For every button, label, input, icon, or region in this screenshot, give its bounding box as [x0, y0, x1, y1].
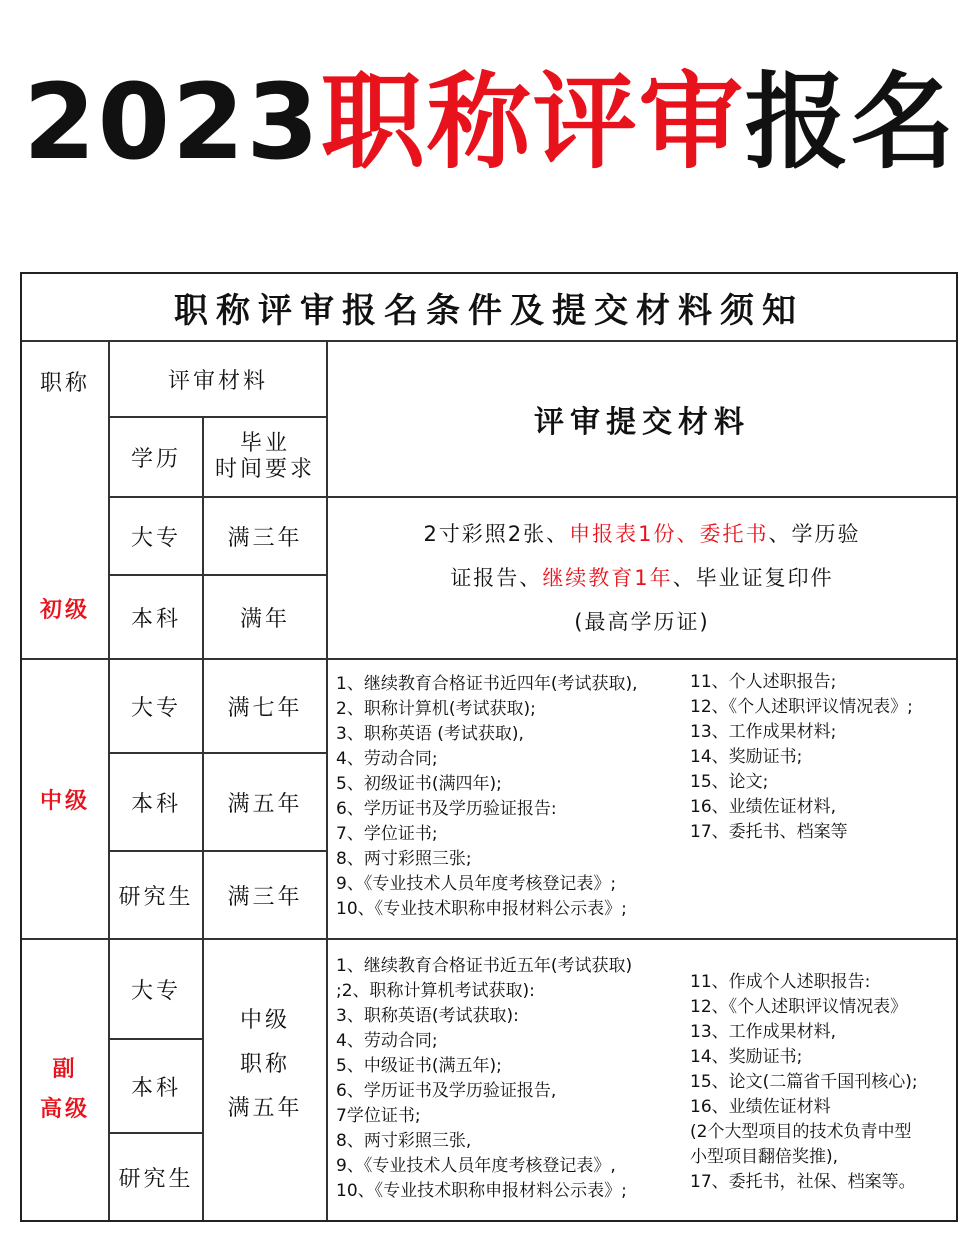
list-item: 4、劳动合同;	[336, 749, 438, 769]
list-item: 7学位证书;	[336, 1106, 421, 1126]
level-intermediate: 中级	[39, 788, 90, 814]
intermediate-materials-right	[690, 670, 913, 845]
materials-text: 、毕业证复印件	[672, 566, 834, 590]
banner-red-text: 职称评审	[320, 61, 745, 183]
header-graduation-line2: 时间要求	[214, 457, 315, 482]
list-item: 4、劳动合同;	[336, 1031, 438, 1051]
banner-year: 2023	[23, 61, 321, 183]
requirements-table	[20, 272, 958, 1222]
list-item: 6、学历证书及学历验证报告,	[336, 1081, 557, 1101]
list-item: 2、职称计算机(考试获取);	[336, 699, 536, 719]
intermediate-years-benke: 满五年	[227, 791, 303, 817]
junior-materials	[328, 498, 956, 658]
list-item: 13、工作成果材料;	[690, 722, 837, 742]
junior-materials-line2	[450, 556, 833, 600]
intermediate-education-benke: 本科	[130, 791, 181, 817]
list-item: 5、初级证书(满四年);	[336, 774, 502, 794]
level-deputy-senior	[22, 940, 108, 1220]
senior-years-line3: 满五年	[227, 1096, 303, 1121]
list-item: 8、两寸彩照三张,	[336, 1131, 472, 1151]
senior-education-dazhuan: 大专	[130, 978, 181, 1004]
header-review-materials: 评审材料	[167, 368, 268, 394]
intermediate-education-yanjiusheng: 研究生	[118, 884, 194, 910]
list-item: 1、继续教育合格证书近四年(考试获取),	[336, 674, 638, 694]
list-item: 9、《专业技术人员年度考核登记表》;	[336, 874, 617, 894]
list-item: ;2、职称计算机考试获取):	[336, 981, 535, 1001]
list-item: 12、《个人述职评议情况表》	[690, 997, 908, 1017]
junior-materials-line3: (最高学历证)	[574, 610, 710, 634]
banner-title	[0, 62, 980, 182]
list-item: 17、委托书、档案等	[690, 822, 848, 842]
header-graduation-time	[204, 418, 326, 496]
senior-years-requirement	[204, 940, 326, 1220]
list-item: 3、职称英语(考试获取):	[336, 1006, 519, 1026]
list-item: (2个大型项目的技术负青中型	[690, 1122, 912, 1142]
list-item: 11、个人述职报告;	[690, 672, 837, 692]
junior-materials-line1	[423, 512, 860, 556]
junior-education-benke: 本科	[130, 606, 181, 632]
senior-years-line2: 职称	[239, 1052, 290, 1077]
list-item: 15、论文;	[690, 772, 769, 792]
materials-highlight: 继续教育1年	[542, 566, 673, 590]
list-item: 5、中级证书(满五年);	[336, 1056, 502, 1076]
list-item: 11、作成个人述职报告:	[690, 972, 871, 992]
list-item: 6、学历证书及学历验证报告:	[336, 799, 557, 819]
materials-highlight: 申报表1份、委托书	[569, 522, 769, 546]
list-item: 13、工作成果材料,	[690, 1022, 837, 1042]
list-item: 8、两寸彩照三张;	[336, 849, 472, 869]
list-item: 10、《专业技术职称申报材料公示表》;	[336, 1181, 627, 1201]
junior-years-benke: 满年	[239, 606, 290, 632]
junior-years-dazhuan: 满三年	[227, 525, 303, 551]
header-education: 学历	[130, 446, 181, 472]
list-item: 14、奖励证书;	[690, 747, 803, 767]
list-item: 1、继续教育合格证书近五年(考试获取)	[336, 956, 633, 976]
list-item: 9、《专业技术人员年度考核登记表》,	[336, 1156, 616, 1176]
list-item: 12、《个人述职评议情况表》;	[690, 697, 913, 717]
list-item: 15、论文(二篇省千国刊核心);	[690, 1072, 918, 1092]
list-item: 3、职称英语 (考试获取),	[336, 724, 524, 744]
level-deputy-senior-line1: 副	[52, 1057, 78, 1082]
senior-materials-left	[336, 954, 632, 1204]
list-item: 17、委托书，社保、档案等。	[690, 1172, 916, 1192]
level-deputy-senior-line2: 高级	[39, 1097, 90, 1122]
materials-text: 2寸彩照2张、	[423, 522, 570, 546]
list-item: 7、学位证书;	[336, 824, 438, 844]
intermediate-materials-left	[336, 672, 637, 922]
list-item: 10、《专业技术职称申报材料公示表》;	[336, 899, 627, 919]
list-item: 16、业绩佐证材料,	[690, 797, 837, 817]
junior-education-dazhuan: 大专	[130, 525, 181, 551]
materials-text: 证报告、	[450, 566, 543, 590]
senior-education-yanjiusheng: 研究生	[118, 1166, 194, 1192]
senior-education-benke: 本科	[130, 1075, 181, 1101]
senior-materials-right	[690, 970, 918, 1195]
intermediate-years-yanjiusheng: 满三年	[227, 884, 303, 910]
intermediate-years-dazhuan: 满七年	[227, 695, 303, 721]
list-item: 14、奖励证书;	[690, 1047, 803, 1067]
table-caption: 职称评审报名条件及提交材料须知	[174, 290, 804, 331]
header-submit-materials: 评审提交材料	[534, 405, 750, 440]
list-item: 16、业绩佐证材料	[690, 1097, 831, 1117]
level-junior: 初级	[39, 597, 90, 623]
senior-years-line1: 中级	[239, 1008, 290, 1033]
list-item: 小型项目翻倍奖推),	[690, 1147, 839, 1167]
banner-black-text: 报名	[744, 61, 957, 183]
intermediate-education-dazhuan: 大专	[130, 695, 181, 721]
header-graduation-line1: 毕业	[239, 431, 290, 456]
header-title: 职称	[39, 371, 90, 396]
materials-text: 、学历验	[768, 522, 861, 546]
